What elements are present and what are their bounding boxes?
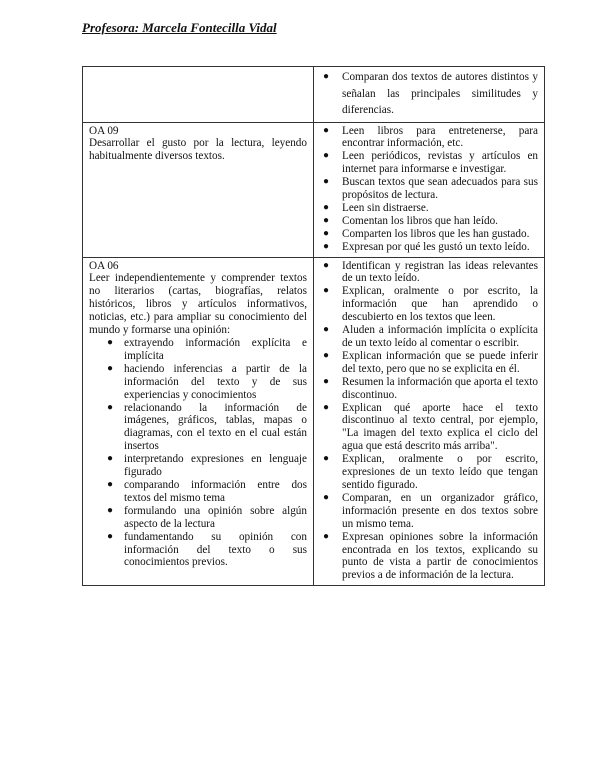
bullet-icon: ● <box>323 491 330 503</box>
bullet-icon: ● <box>323 259 330 271</box>
objective-sublist <box>89 337 307 569</box>
indicator-list <box>320 260 538 583</box>
objective-subitem: ● haciendo inferencias a partir de la información del texto y de sus experiencias y conocimientos <box>107 362 307 401</box>
indicator-item: ● Leen periódicos, revistas y artículos en internet para informarse e investigar. <box>323 150 538 176</box>
objective-cell <box>83 257 314 586</box>
table-row <box>83 67 545 123</box>
table-row <box>83 122 545 257</box>
bullet-icon: ● <box>323 176 330 188</box>
objective-subitem: ● comparando información entre dos textos del mismo tema <box>107 478 307 504</box>
indicator-item: ● Comentan los libros que han leído. <box>323 214 498 227</box>
indicator-item: ● Comparten los libros que les han gustado. <box>323 227 530 240</box>
bullet-icon: ● <box>323 375 330 387</box>
bullet-icon: ● <box>323 240 330 252</box>
bullet-icon: ● <box>323 401 330 413</box>
objective-cell <box>83 122 314 257</box>
bullet-icon: ● <box>323 201 330 213</box>
indicator-item: ● Expresan opiniones sobre la información encontrada en los textos, explicando su punto de vista a partir de conocimientos previos a de información de la lectura. <box>323 530 538 582</box>
objective-code: OA 06 <box>89 259 119 272</box>
indicator-list <box>320 69 538 119</box>
table-row <box>83 257 545 586</box>
bullet-icon: ● <box>323 530 330 542</box>
bullet-icon: ● <box>107 530 114 542</box>
objective-subitem: ● formulando una opinión sobre algún aspecto de la lectura <box>107 504 307 530</box>
objective-subitem: ● relacionando la información de imágenes, gráficos, tablas, mapas o diagramas, con el texto en el cual están insertos <box>107 401 307 453</box>
bullet-icon: ● <box>107 401 114 413</box>
objective-subitem: ● fundamentando su opinión con información del texto o sus conocimientos previos. <box>107 530 307 569</box>
bullet-icon: ● <box>107 362 114 374</box>
indicator-item: ● Explican información que se puede inferir del texto, pero que no se explicita en él. <box>323 349 538 375</box>
bullet-icon: ● <box>323 349 330 361</box>
indicator-item: ● Leen sin distraerse. <box>323 201 429 214</box>
bullet-icon: ● <box>323 124 330 136</box>
indicator-list <box>320 125 538 254</box>
indicator-item: ● Explican qué aporte hace el texto discontinuo al texto central, por ejemplo, "La imagen del texto explica el ciclo del agua que está descrito más arriba". <box>323 401 538 453</box>
bullet-icon: ● <box>107 478 114 490</box>
bullet-icon: ● <box>323 214 330 226</box>
bullet-icon: ● <box>323 71 330 82</box>
objective-text: Leer independientemente y comprender textos no literarios (cartas, biografías, relatos históricos, libros y artículos informativos, noticias, etc.) para ampliar su conocimiento del mundo y formarse una opinión: <box>89 272 307 337</box>
indicator-item: ● Comparan, en un organizador gráfico, información presente en dos textos sobre un mismo tema. <box>323 491 538 530</box>
indicators-cell <box>314 257 545 586</box>
indicator-item: ● Aluden a información implícita o explícita de un texto leído al comentar o escribir. <box>323 324 538 349</box>
indicator-item: ● Resumen la información que aporta el texto discontinuo. <box>323 375 538 401</box>
indicator-item: ● Explican, oralmente o por escrito, expresiones de un texto leído que tengan sentido figurado. <box>323 453 538 491</box>
bullet-icon: ● <box>323 150 330 162</box>
bullet-icon: ● <box>107 504 114 516</box>
objective-code: OA 09 <box>89 124 119 137</box>
indicator-item: ● Leen libros para entretenerse, para encontrar información, etc. <box>323 124 538 150</box>
indicators-cell <box>314 67 545 123</box>
bullet-icon: ● <box>323 324 330 336</box>
objective-subitem: ● interpretando expresiones en lenguaje figurado <box>107 453 307 479</box>
indicator-item: ● Comparan dos textos de autores distintos y señalan las principales similitudes y diferencias. <box>323 71 538 116</box>
bullet-icon: ● <box>107 453 114 465</box>
objective-subitem: ● extrayendo información explícita e implícita <box>107 337 307 362</box>
indicator-item: ● Expresan por qué les gustó un texto leído. <box>323 240 530 253</box>
bullet-icon: ● <box>323 285 330 297</box>
teacher-header: Profesora: Marcela Fontecilla Vidal <box>82 20 277 35</box>
indicator-item: ● Explican, oralmente o por escrito, la información que han aprendido o descubierto en los textos que leen. <box>323 285 538 324</box>
objective-cell-empty <box>83 67 314 123</box>
indicator-item: ● Identifican y registran las ideas relevantes de un texto leído. <box>323 259 538 285</box>
bullet-icon: ● <box>323 453 330 465</box>
indicators-cell <box>314 122 545 257</box>
bullet-icon: ● <box>323 227 330 239</box>
indicator-item: ● Buscan textos que sean adecuados para sus propósitos de lectura. <box>323 176 538 202</box>
objective-text: Desarrollar el gusto por la lectura, leyendo habitualmente diversos textos. <box>89 137 307 163</box>
bullet-icon: ● <box>107 337 114 348</box>
curriculum-table <box>82 66 545 586</box>
